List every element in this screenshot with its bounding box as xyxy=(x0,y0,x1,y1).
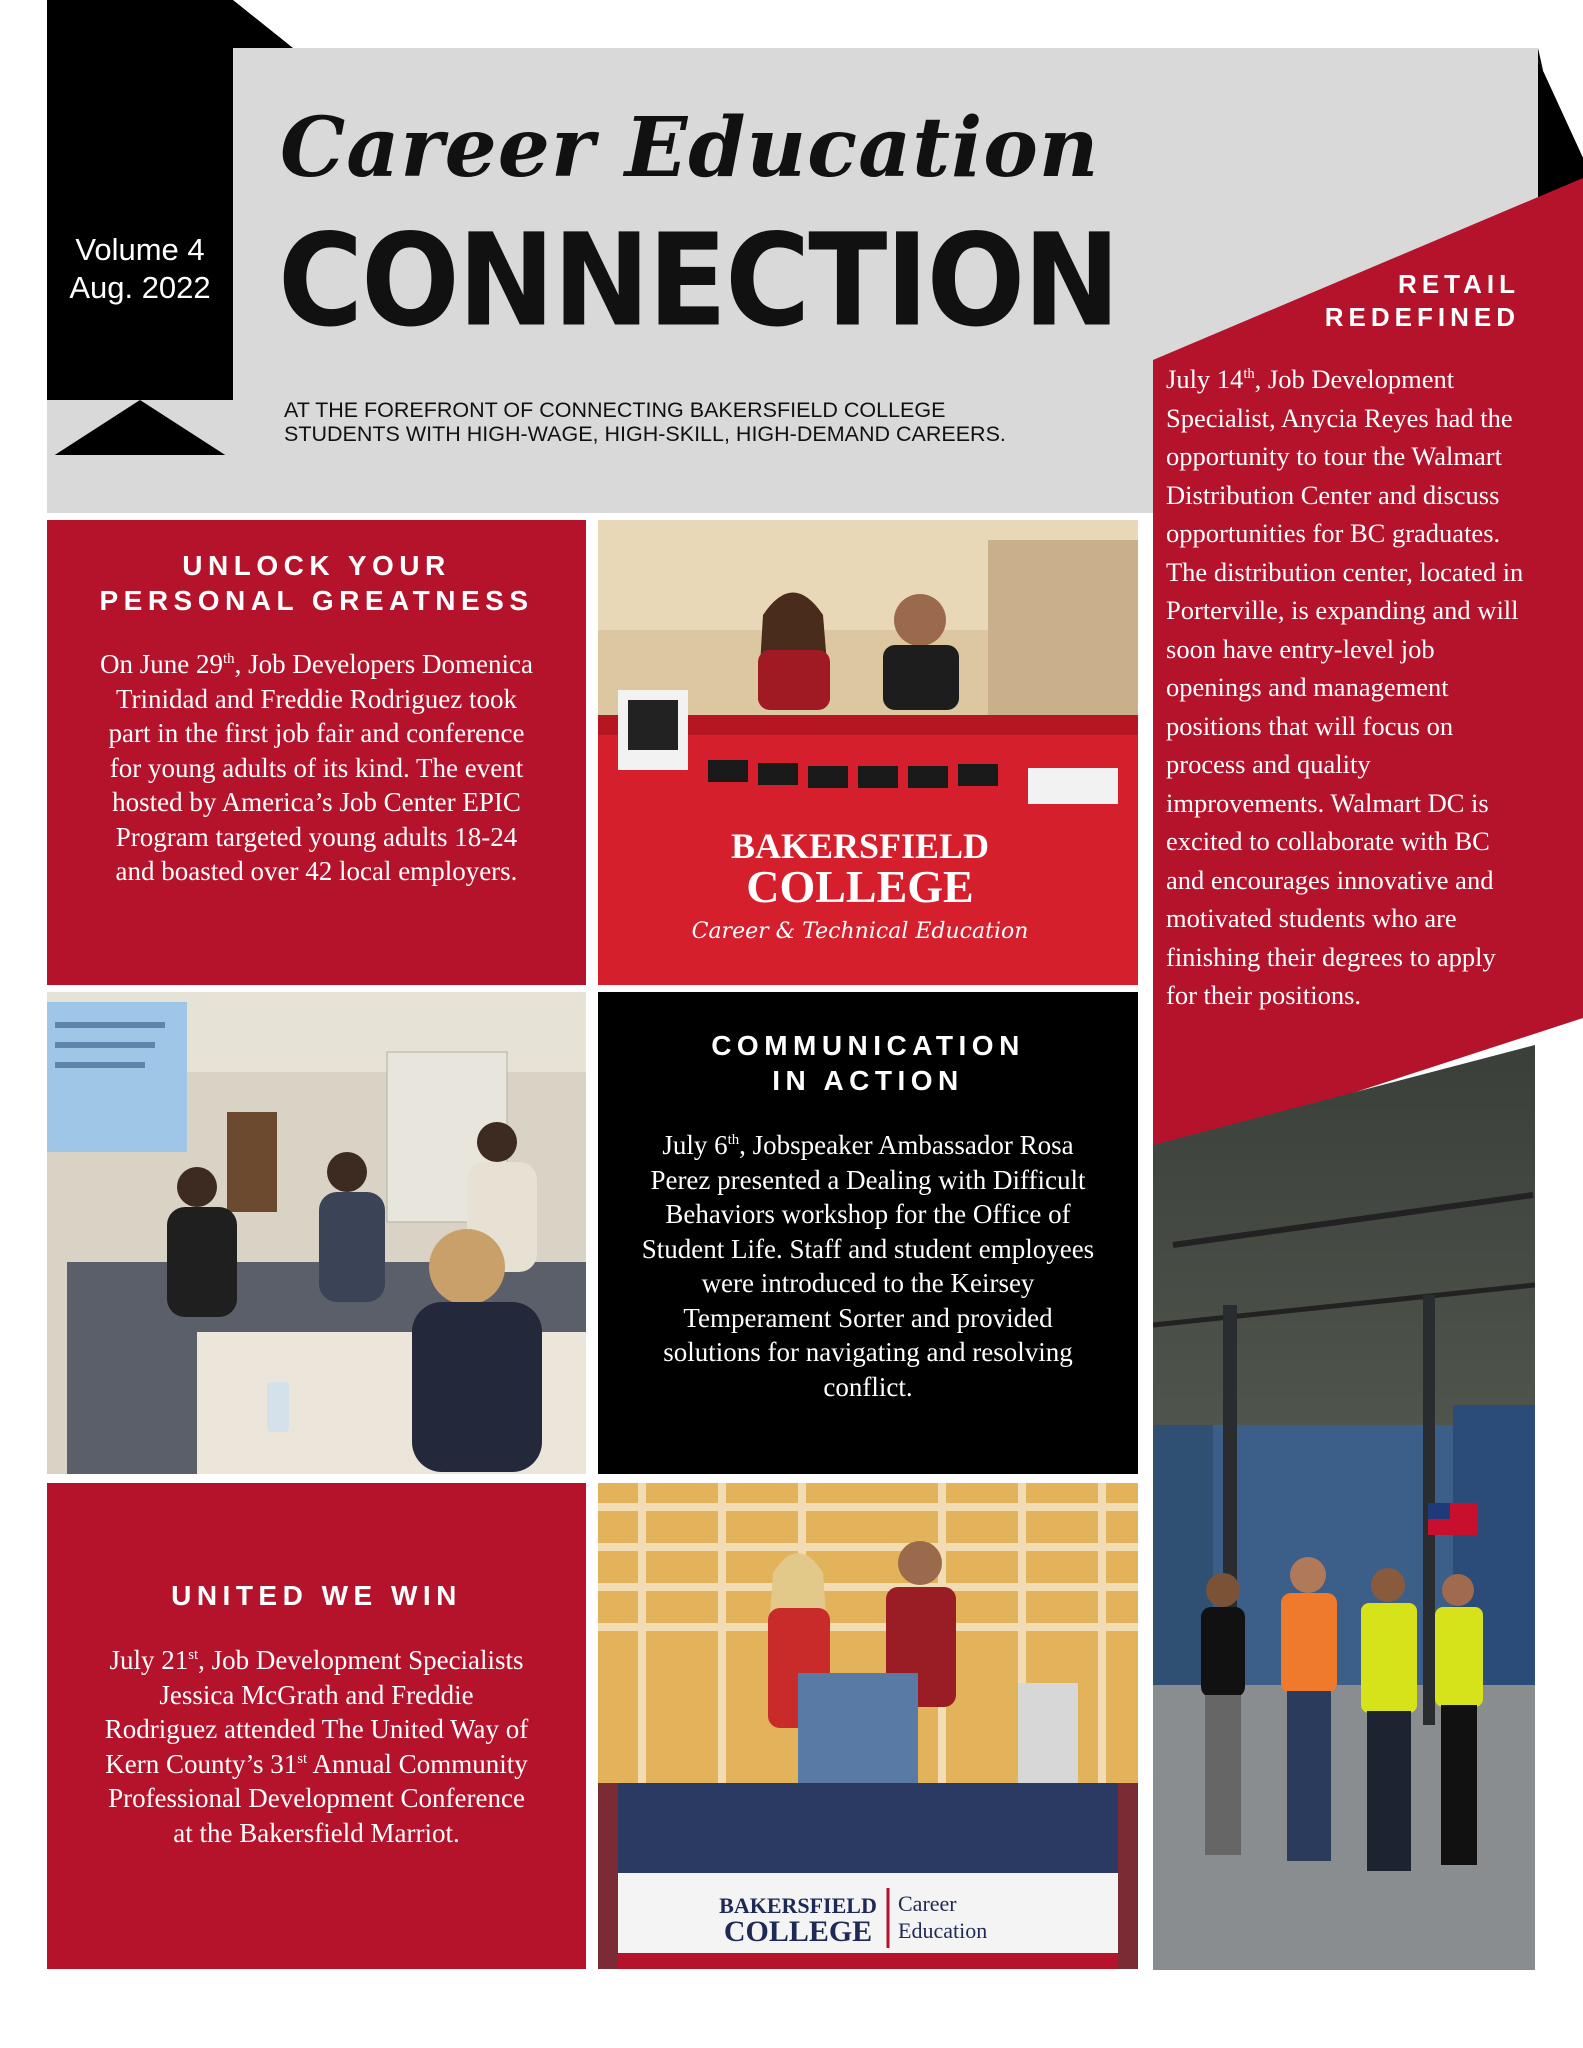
newsletter-title-line2: CONNECTION xyxy=(278,207,1119,356)
conference-banner-line3: Career xyxy=(898,1891,957,1916)
unlock-greatness-article: On June 29th, Job Developers Domenica Trinidad and Freddie Rodriguez took part in the first job fair and conference for young adults of its kind. The event hosted by America’s Job Center EPIC Program targeted young adults 18-24 and boasted over 42 local employers. xyxy=(100,649,533,886)
united-we-win-article: July 21st, Job Development Specialists Jessica McGrath and Freddie Rodriguez attended The United Way of Kern County’s 31st Annual Community Professional Development Conference at the Bakersfield Marriot. xyxy=(104,1645,529,1848)
communication-in-action-heading: COMMUNICATION IN ACTION xyxy=(711,1030,1025,1096)
issue-date: Aug. 2022 xyxy=(69,270,211,305)
tagline-line2: STUDENTS WITH HIGH-WAGE, HIGH-SKILL, HIGH-DEMAND CAREERS. xyxy=(284,422,1006,446)
volume-ribbon xyxy=(47,0,233,455)
newsletter-title-line1: Career Education xyxy=(280,100,1100,196)
job-fair-booth-photo xyxy=(598,520,1138,985)
united-we-win-heading: UNITED WE WIN xyxy=(171,1580,462,1611)
volume-number: Volume 4 xyxy=(75,232,205,267)
tagline-line1: AT THE FOREFRONT OF CONNECTING BAKERSFIELD COLLEGE xyxy=(284,398,946,422)
unlock-greatness-heading: UNLOCK YOUR PERSONAL GREATNESS xyxy=(99,550,534,616)
retail-redefined-heading: RETAIL REDEFINED xyxy=(1324,269,1520,332)
booth-banner-line3: Career & Technical Education xyxy=(691,919,1029,944)
workshop-classroom-photo xyxy=(47,992,586,1474)
tagline xyxy=(284,398,1144,446)
walmart-warehouse-photo xyxy=(1153,1045,1535,1970)
communication-in-action-article: July 6th, Jobspeaker Ambassador Rosa Perez presented a Dealing with Difficult Behaviors workshop for the Office of Student Life. Staff and student employees were introduced to the Keirsey Temperament Sorter and provided solutions for navigating and resolving conflict. xyxy=(641,1130,1095,1402)
conference-banner-line1: BAKERSFIELD xyxy=(719,1893,877,1918)
retail-redefined-article: July 14th, Job Development Specialist, Anycia Reyes had the opportunity to tour the Walmart Distribution Center and discuss opportunities for BC graduates. The distribution center, located in Porterville, is expanding and will soon have entry-level job openings and management positions that will focus on process and quality improvements. Walmart DC is excited to collaborate with BC and encourages innovative and motivated students who are finishing their degrees to apply for their positions. xyxy=(1166,364,1524,1010)
booth-banner-line2: COLLEGE xyxy=(746,861,974,912)
booth-banner-line1: BAKERSFIELD xyxy=(730,826,990,866)
conference-banner-line2: COLLEGE xyxy=(723,1915,873,1948)
ribbon-fold-shape xyxy=(233,0,293,48)
ribbon-notch-shape xyxy=(47,400,233,460)
conference-booth-photo xyxy=(598,1483,1138,1969)
conference-banner-line4: Education xyxy=(898,1918,988,1943)
